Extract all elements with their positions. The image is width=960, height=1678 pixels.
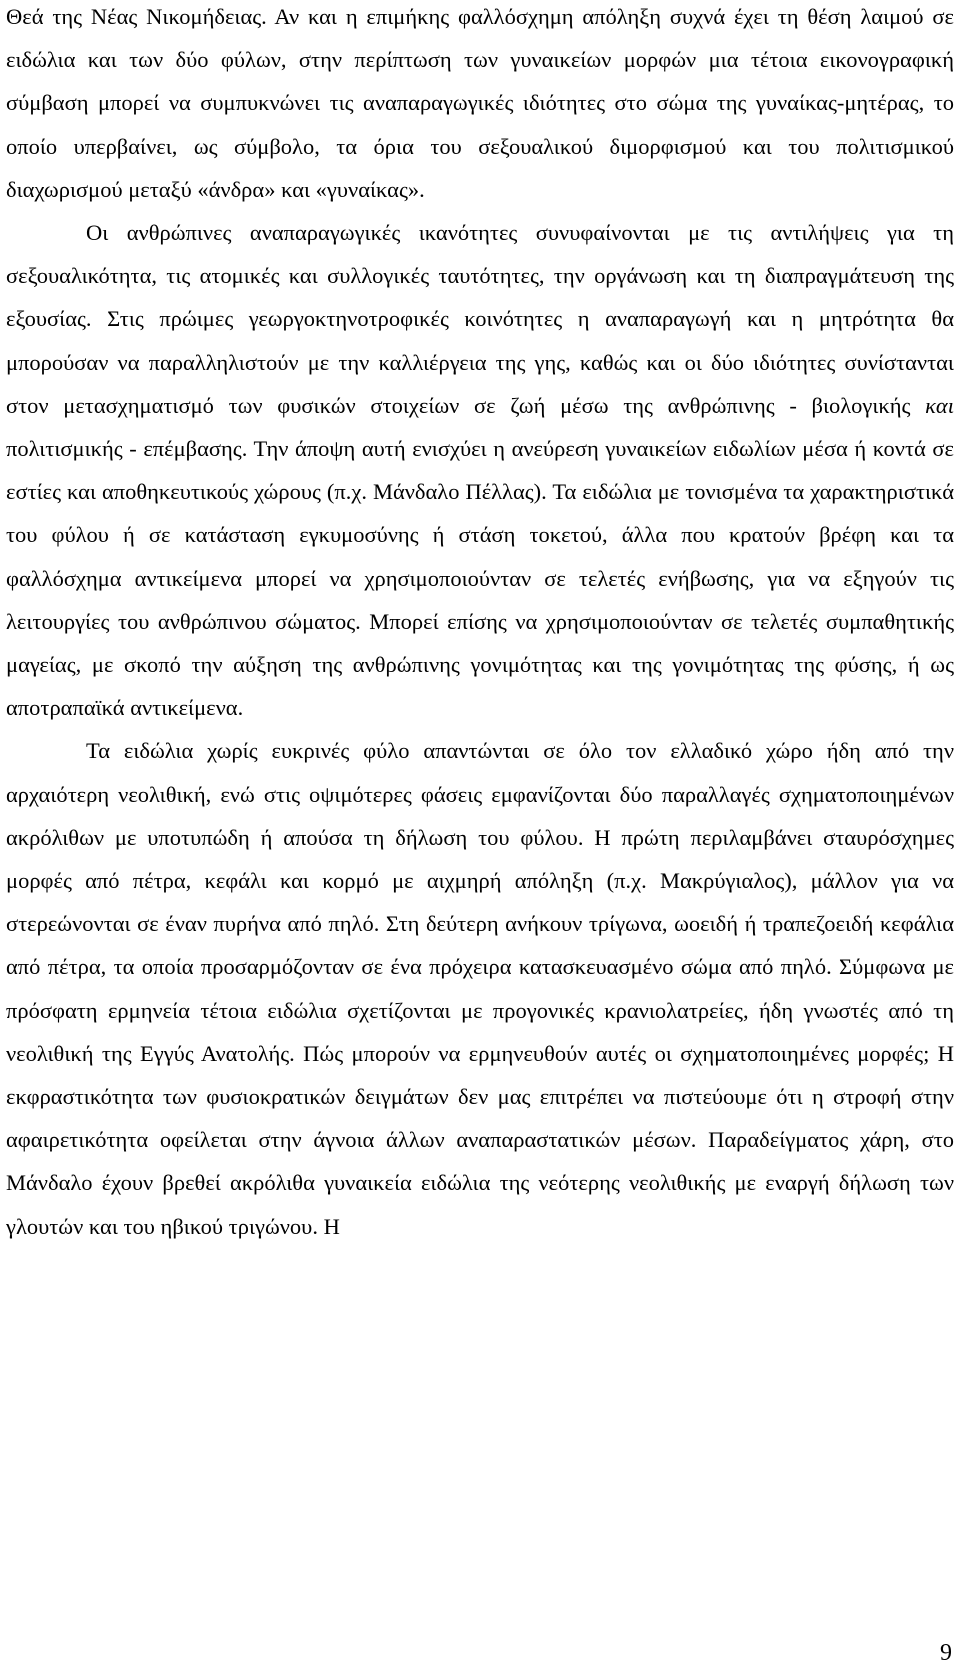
paragraph-text-end: πολιτισμικής - επέμβασης. Την άποψη αυτή ενισχύει η ανεύρεση γυναικείων ειδωλίων μέσα ή κοντά σε εστίες και αποθηκευτικούς χώρους (π.χ. Μάνδαλο Πέλλας). Τα ειδώλια με τονισμένα τα χαρακτηριστικά του φύλου ή σε κατάσταση εγκυμοσύνης ή στάση τοκετού, άλλα που κρατούν βρέφη και τα φαλλόσχημα αντικείμενα μπορεί να χρησιμοποιούνταν σε τελετές ενήβωσης, για να εξηγούν τις λειτουργίες του ανθρώπινου σώματος. Μπορεί επίσης να χρησιμοποιούνταν σε τελετές συμπαθητικής μαγείας, με σκοπό την αύξηση της ανθρώπινης γονιμότητας και της γονιμότητας της φύσης, ή ως αποτραπαϊκά αντικείμενα.: [6, 436, 954, 721]
paragraph: [6, 211, 954, 729]
paragraph-text-start: Οι ανθρώπινες αναπαραγωγικές ικανότητες συνυφαίνονται με τις αντιλήψεις για τη σεξουαλικότητα, τις ατομικές και συλλογικές ταυτότητες, την οργάνωση και τη διαπραγμάτευση της εξουσίας. Στις πρώιμες γεωργοκτηνοτροφικές κοινότητες η αναπαραγωγή και η μητρότητα θα μπορούσαν να παραλληλιστούν με την καλλιέργεια της γης, καθώς και οι δύο ιδιότητες συνίστανται στον μετασχηματισμό των φυσικών στοιχείων σε ζωή μέσω της ανθρώπινης - βιολογικής: [6, 220, 954, 418]
paragraph: [6, 729, 954, 1247]
paragraph-continued: [6, 0, 954, 211]
paragraph-text: Τα ειδώλια χωρίς ευκρινές φύλο απαντώνται σε όλο τον ελλαδικό χώρο ήδη από την αρχαιότερη νεολιθική, ενώ στις οψιμότερες φάσεις εμφανίζονται δύο παραλλαγές σχηματοποιημένων ακρόλιθων με υποτυπώδη ή απούσα τη δήλωση του φύλου. Η πρώτη περιλαμβάνει σταυρόσχημες μορφές από πέτρα, κεφάλι και κορμό με αιχμηρή απόληξη (π.χ. Μακρύγιαλος), μάλλον για να στερεώνονται σε έναν πυρήνα από πηλό. Στη δεύτερη ανήκουν τρίγωνα, ωοειδή ή τραπεζοειδή κεφάλια από πέτρα, τα οποία προσαρμόζονταν σε ένα πρόχειρα κατασκευασμένο σώμα από πηλό. Σύμφωνα με πρόσφατη ερμηνεία τέτοια ειδώλια σχετίζονται με προγονικές κρανιολατρείες, ήδη γνωστές από τη νεολιθική της Εγγύς Ανατολής. Πώς μπορούν να ερμηνευθούν αυτές οι σχηματοποιημένες μορφές; Η εκφραστικότητα των φυσιοκρατικών δειγμάτων δεν μας επιτρέπει να πιστεύουμε ότι η στροφή στην αφαιρετικότητα οφείλεται στην άγνοια άλλων αναπαραστατικών μέσων. Παραδείγματος χάρη, στο Μάνδαλο έχουν βρεθεί ακρόλιθα γυναικεία ειδώλια της νεότερης νεολιθικής με εναργή δήλωση των γλουτών και του ηβικού τριγώνου. Η: [6, 738, 954, 1239]
body-text: [6, 0, 954, 1248]
paragraph-text: Θεά της Νέας Νικομήδειας. Αν και η επιμήκης φαλλόσχημη απόληξη συχνά έχει τη θέση λαιμού σε ειδώλια και των δύο φύλων, στην περίπτωση των γυναικείων μορφών μια τέτοια εικονογραφική σύμβαση μπορεί να συμπυκνώνει τις αναπαραγωγικές ιδιότητες στο σώμα της γυναίκας-μητέρας, το οποίο υπερβαίνει, ως σύμβολο, τα όρια του σεξουαλικού διμορφισμού και του πολιτισμικού διαχωρισμού μεταξύ «άνδρα» και «γυναίκας».: [6, 4, 954, 202]
page-number: 9: [940, 1640, 952, 1666]
italic-word: και: [925, 392, 954, 418]
